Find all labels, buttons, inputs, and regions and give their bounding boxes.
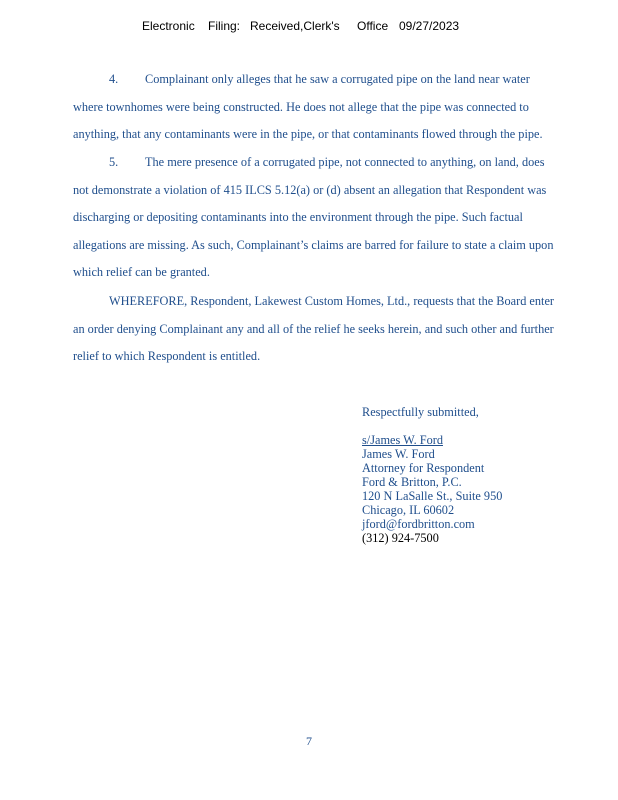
paragraph-4-line-3: anything, that any contaminants were in the pipe, or that contaminants flowed through the pipe.: [73, 127, 543, 141]
attorney-title: Attorney for Respondent: [362, 461, 485, 475]
paragraph-4-line-2: where townhomes were being constructed. He does not allege that the pipe was connected to: [73, 99, 529, 114]
paragraph-5-line-2: not demonstrate a violation of 415 ILCS 5.12(a) or (d) absent an allegation that Respondent was: [73, 182, 547, 197]
email-link[interactable]: jford@fordbritton.com: [362, 517, 475, 531]
paragraph-5-line-3: discharging or depositing contaminants into the environment through the pipe. Such factual: [73, 210, 523, 224]
page-number: 7: [306, 734, 312, 748]
wherefore-line-3: relief to which Respondent is entitled.: [73, 349, 261, 363]
wherefore-line-1: WHEREFORE, Respondent, Lakewest Custom Homes, Ltd., requests that the Board enter: [109, 294, 554, 308]
attorney-name: James W. Ford: [362, 447, 435, 461]
paragraph-5-line-5: which relief can be granted.: [73, 265, 210, 279]
header-received: Received,Clerk's: [250, 19, 340, 33]
header-office: Office: [357, 19, 389, 33]
address-line-2: Chicago, IL 60602: [362, 503, 455, 517]
wherefore-line-2: an order denying Complainant any and all of the relief he seeks herein, and such other and further: [73, 321, 554, 336]
paragraph-5-line-1: The mere presence of a corrugated pipe, not connected to anything, on land, does: [145, 155, 545, 169]
phone-number: (312) 924-7500: [362, 531, 439, 545]
paragraph-5: [73, 149, 603, 287]
electronic-signature: s/James W. Ford: [362, 433, 443, 447]
header-filing: Filing:: [208, 19, 241, 33]
signature-block: [362, 433, 502, 545]
paragraph-4-line-1: Complainant only alleges that he saw a corrugated pipe on the land near water: [145, 72, 530, 86]
address-line-1: 120 N LaSalle St., Suite 950: [362, 489, 503, 503]
header-electronic: Electronic: [142, 19, 195, 33]
closing: Respectfully submitted,: [362, 405, 479, 419]
wherefore-paragraph: [73, 288, 603, 371]
paragraph-5-line-4: allegations are missing. As such, Complainant’s claims are barred for failure to state a claim upon: [73, 237, 554, 252]
header-date: 09/27/2023: [399, 19, 460, 33]
paragraph-4: [73, 66, 603, 149]
paragraph-4-number: 4.: [109, 72, 119, 86]
firm-name: Ford & Britton, P.C.: [362, 475, 462, 489]
paragraph-5-number: 5.: [109, 155, 119, 169]
